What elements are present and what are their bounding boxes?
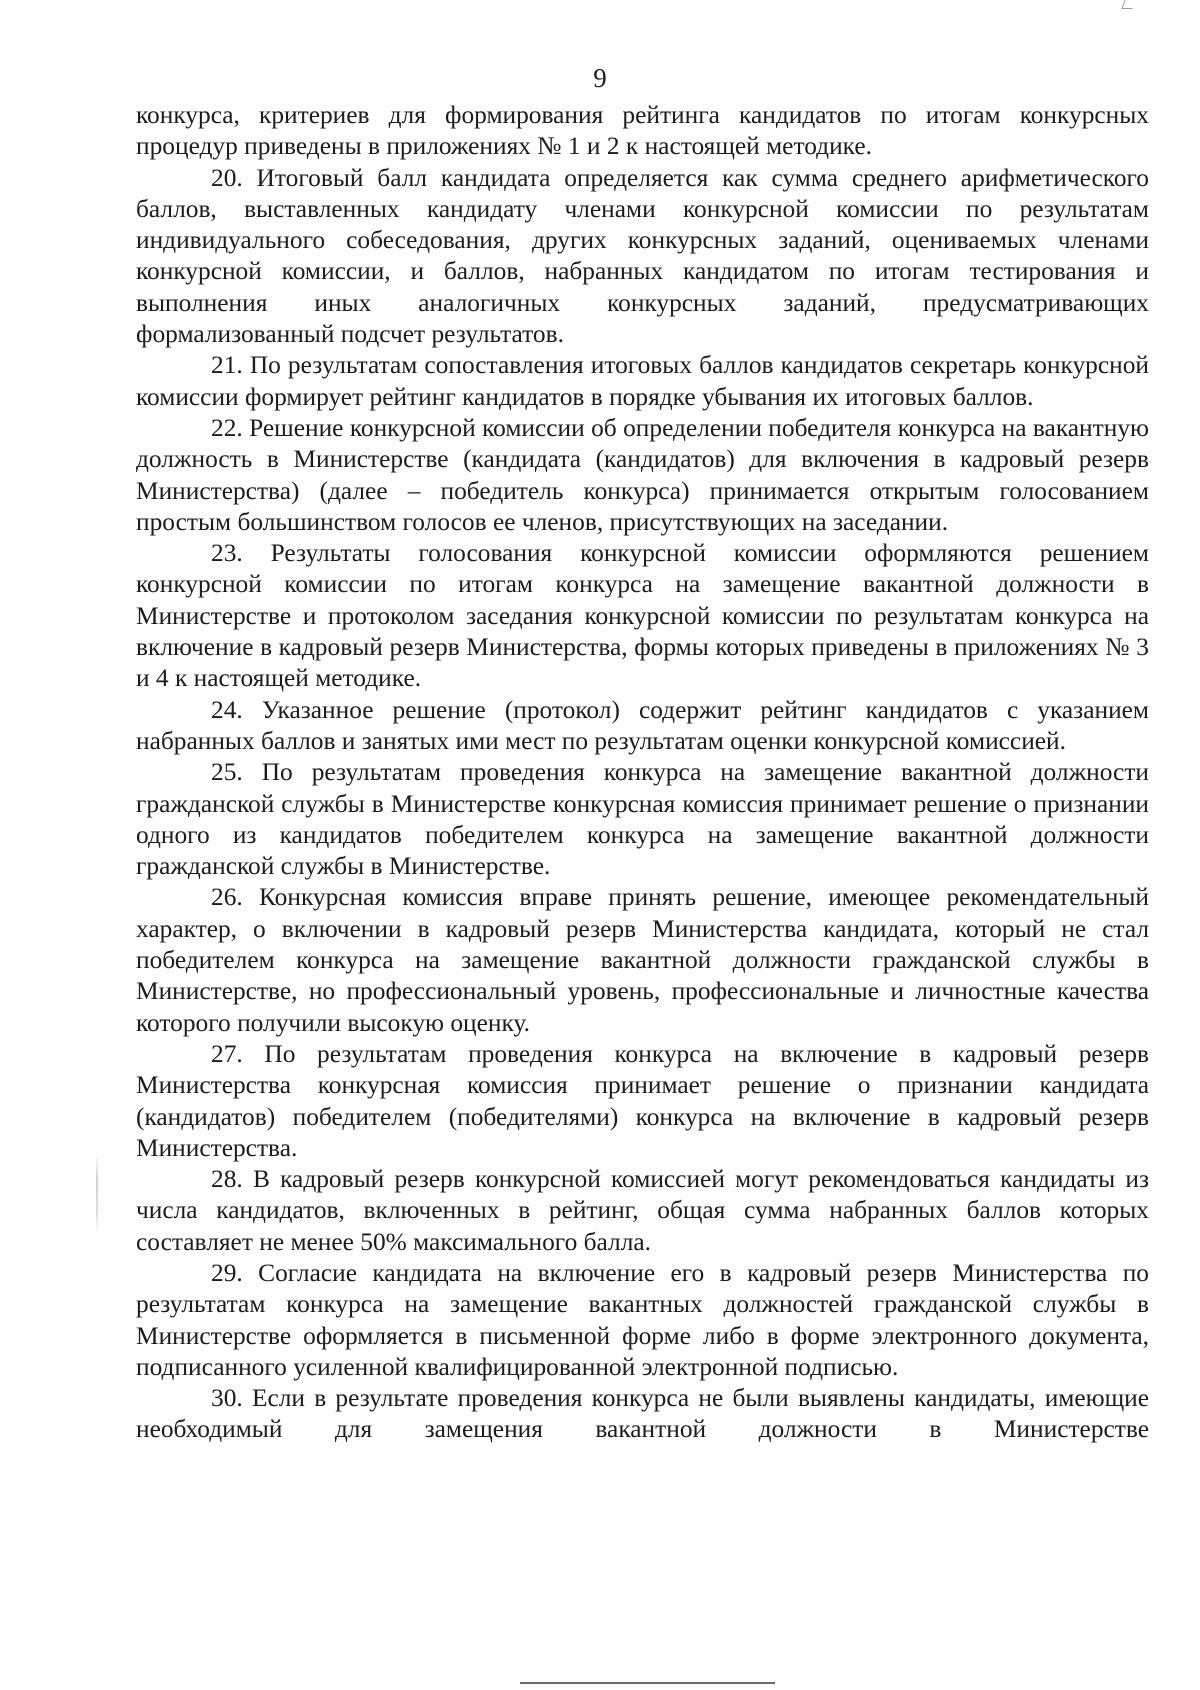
paragraph-23: 23. Результаты голосования конкурсной комиссии оформляются решением конкурсной комиссии по итогам конкурса на замещение вакантной должности в Министерстве и протоколом заседания конкурсной комиссии по результатам конкурса на включение в кадровый резерв Министерства, формы которых приведены в приложениях № 3 и 4 к настоящей методике. [136, 539, 1149, 693]
paragraph-20: 20. Итоговый балл кандидата определяется как сумма среднего арифметического баллов, выставленных кандидату членами конкурсной комиссии по результатам индивидуального собеседования, других конкурсных заданий, оцениваемых членами конкурсной комиссии, и баллов, набранных кандидатом по итогам тестирования и выполнения иных аналогичных конкурсных заданий, предусматривающих формализованный подсчет результатов. [136, 163, 1149, 349]
page-number: 9 [593, 63, 607, 93]
paragraph-22: 22. Решение конкурсной комиссии об определении победителя конкурса на вакантную должность в Министерстве (кандидата (кандидатов) для включения в кадровый резерв Министерства) (далее – победитель конкурса) принимается открытым голосованием простым большинством голосов ее членов, присутствующих на заседании. [136, 413, 1149, 536]
document-body [136, 100, 1149, 1446]
scan-margin-mark [96, 1155, 98, 1235]
paragraph-27: 27. По результатам проведения конкурса на включение в кадровый резерв Министерства конкурсная комиссия принимает решение о признании кандидата (кандидатов) победителем (победителями) конкурса на включение в кадровый резерв Министерства. [136, 1039, 1149, 1162]
paragraph-29: 29. Согласие кандидата на включение его в кадровый резерв Министерства по результатам конкурса на замещение вакантных должностей гражданской службы в Министерстве оформляется в письменной форме либо в форме электронного документа, подписанного усиленной квалифицированной электронной подписью. [136, 1258, 1149, 1381]
paragraph-25: 25. По результатам проведения конкурса на замещение вакантной должности гражданской службы в Министерстве конкурсная комиссия принимает решение о признании одного из кандидатов победителем конкурса на замещение вакантной должности гражданской службы в Министерстве. [136, 758, 1149, 881]
paragraph-26: 26. Конкурсная комиссия вправе принять решение, имеющее рекомендательный характер, о включении в кадровый резерв Министерства кандидата, который не стал победителем конкурса на замещение вакантной должности гражданской службы в Министерстве, но профессиональный уровень, профессиональные и личностные качества которого получили высокую оценку. [136, 883, 1149, 1037]
paragraph-21: 21. По результатам сопоставления итоговых баллов кандидатов секретарь конкурсной комиссии формирует рейтинг кандидатов в порядке убывания их итоговых баллов. [136, 351, 1149, 411]
paragraph-24: 24. Указанное решение (протокол) содержит рейтинг кандидатов с указанием набранных баллов и занятых ими мест по результатам оценки конкурсной комиссией. [136, 695, 1149, 755]
bottom-rule [520, 1682, 775, 1684]
scan-corner-mark [1121, 0, 1135, 9]
paragraph-30: 30. Если в результате проведения конкурса не были выявлены кандидаты, имеющие необходимый для замещения вакантной должности в Министерстве [136, 1384, 1149, 1444]
paragraph-continued: конкурса, критериев для формирования рейтинга кандидатов по итогам конкурсных процедур приведены в приложениях № 1 и 2 к настоящей методике. [136, 101, 1149, 161]
paragraph-28: 28. В кадровый резерв конкурсной комиссией могут рекомендоваться кандидаты из числа кандидатов, включенных в рейтинг, общая сумма набранных баллов которых составляет не менее 50% максимального балла. [136, 1165, 1149, 1256]
